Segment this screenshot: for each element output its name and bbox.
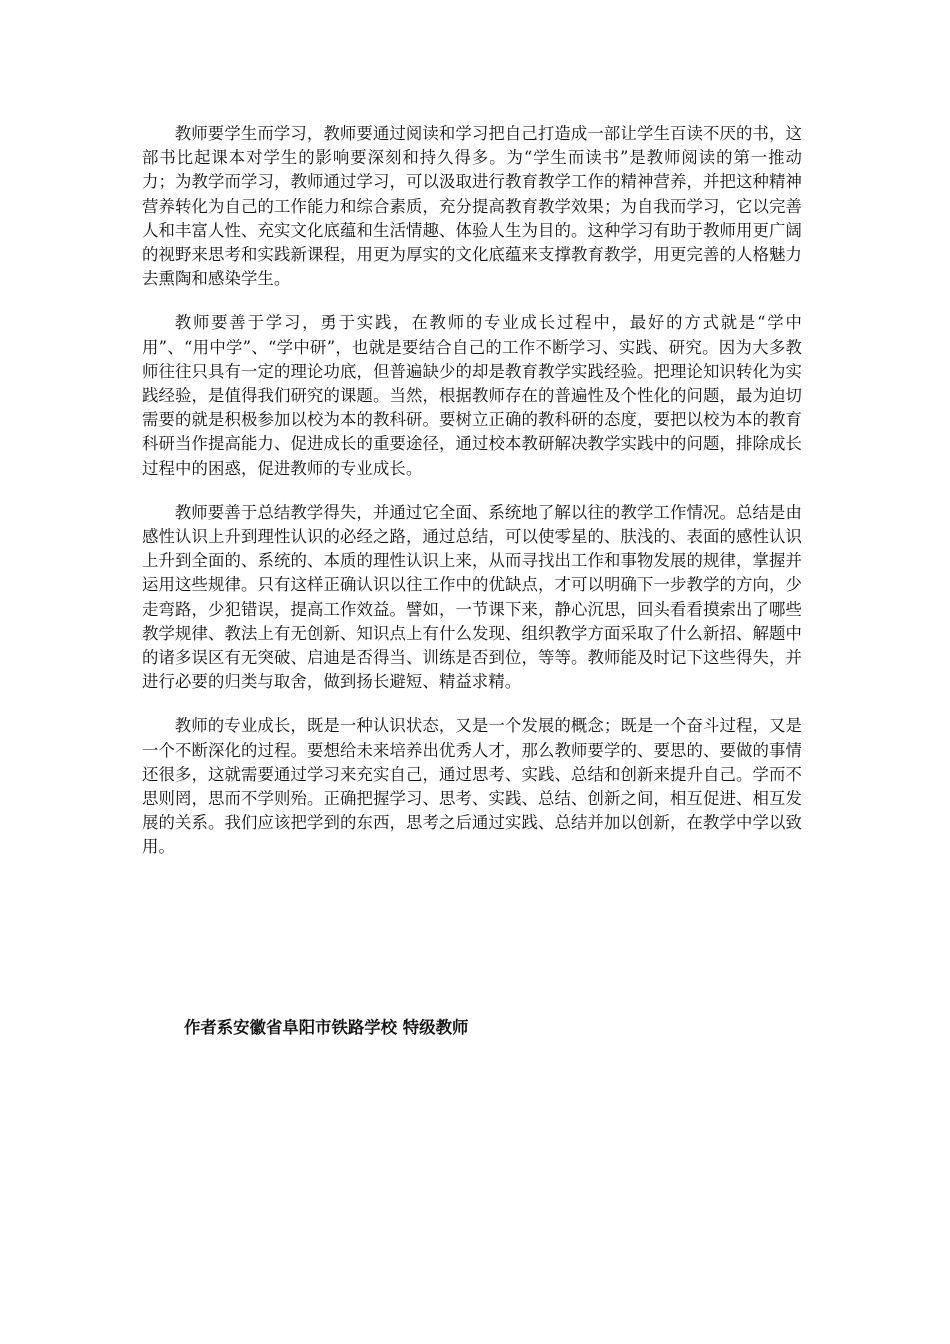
article-body	[142, 122, 802, 880]
author-note: 作者系安徽省阜阳市铁路学校 特级教师	[184, 1018, 469, 1037]
paragraph-4: 教师的专业成长，既是一种认识状态，又是一个发展的概念；既是一个奋斗过程，又是一个不断深化的过程。要想给未来培养出优秀人才，那么教师要学的、要思的、要做的事情还很多，这就需要通过学习来充实自己，通过思考、实践、总结和创新来提升自己。学而不思则罔，思而不学则殆。正确把握学习、思考、实践、总结、创新之间，相互促进、相互发展的关系。我们应该把学到的东西，思考之后通过实践、总结并加以创新，在教学中学以致用。	[142, 716, 802, 857]
paragraph-2: 教师要善于学习，勇于实践，在教师的专业成长过程中，最好的方式就是“学中用”、“用中学”、“学中研”，也就是要结合自己的工作不断学习、实践、研究。因为大多教师往往只具有一定的理论功底，但普遍缺少的却是教育教学实践经验。把理论知识转化为实践经验，是值得我们研究的课题。当然，根据教师存在的普遍性及个性化的问题，最为迫切需要的就是积极参加以校为本的教科研。要树立正确的教科研的态度，要把以校为本的教育科研当作提高能力、促进成长的重要途径，通过校本教研解决教学实践中的问题，排除成长过程中的困惑，促进教师的专业成长。	[142, 313, 802, 478]
paragraph-1: 教师要学生而学习，教师要通过阅读和学习把自己打造成一部让学生百读不厌的书，这部书比起课本对学生的影响要深刻和持久得多。为“学生而读书”是教师阅读的第一推动力；为教学而学习，教师通过学习，可以汲取进行教育教学工作的精神营养，并把这种精神营养转化为自己的工作能力和综合素质，充分提高教育教学效果；为自我而学习，它以完善人和丰富人性、充实文化底蕴和生活情趣、体验人生为目的。这种学习有助于教师用更广阔的视野来思考和实践新课程，用更为厚实的文化底蕴来支撑教育教学，用更完善的人格魅力去熏陶和感染学生。	[142, 124, 802, 289]
paragraph-3: 教师要善于总结教学得失，并通过它全面、系统地了解以往的教学工作情况。总结是由感性认识上升到理性认识的必经之路，通过总结，可以使零星的、肤浅的、表面的感性认识上升到全面的、系统的、本质的理性认识上来，从而寻找出工作和事物发展的规律，掌握并运用这些规律。只有这样正确认识以往工作中的优缺点，才可以明确下一步教学的方向，少走弯路，少犯错误，提高工作效益。譬如，一节课下来，静心沉思，回头看看摸索出了哪些教学规律、教法上有无创新、知识点上有什么发现、组织教学方面采取了什么新招、解题中的诸多误区有无突破、启迪是否得当、训练是否到位，等等。教师能及时记下这些得失，并进行必要的归类与取舍，做到扬长避短、精益求精。	[142, 502, 802, 692]
